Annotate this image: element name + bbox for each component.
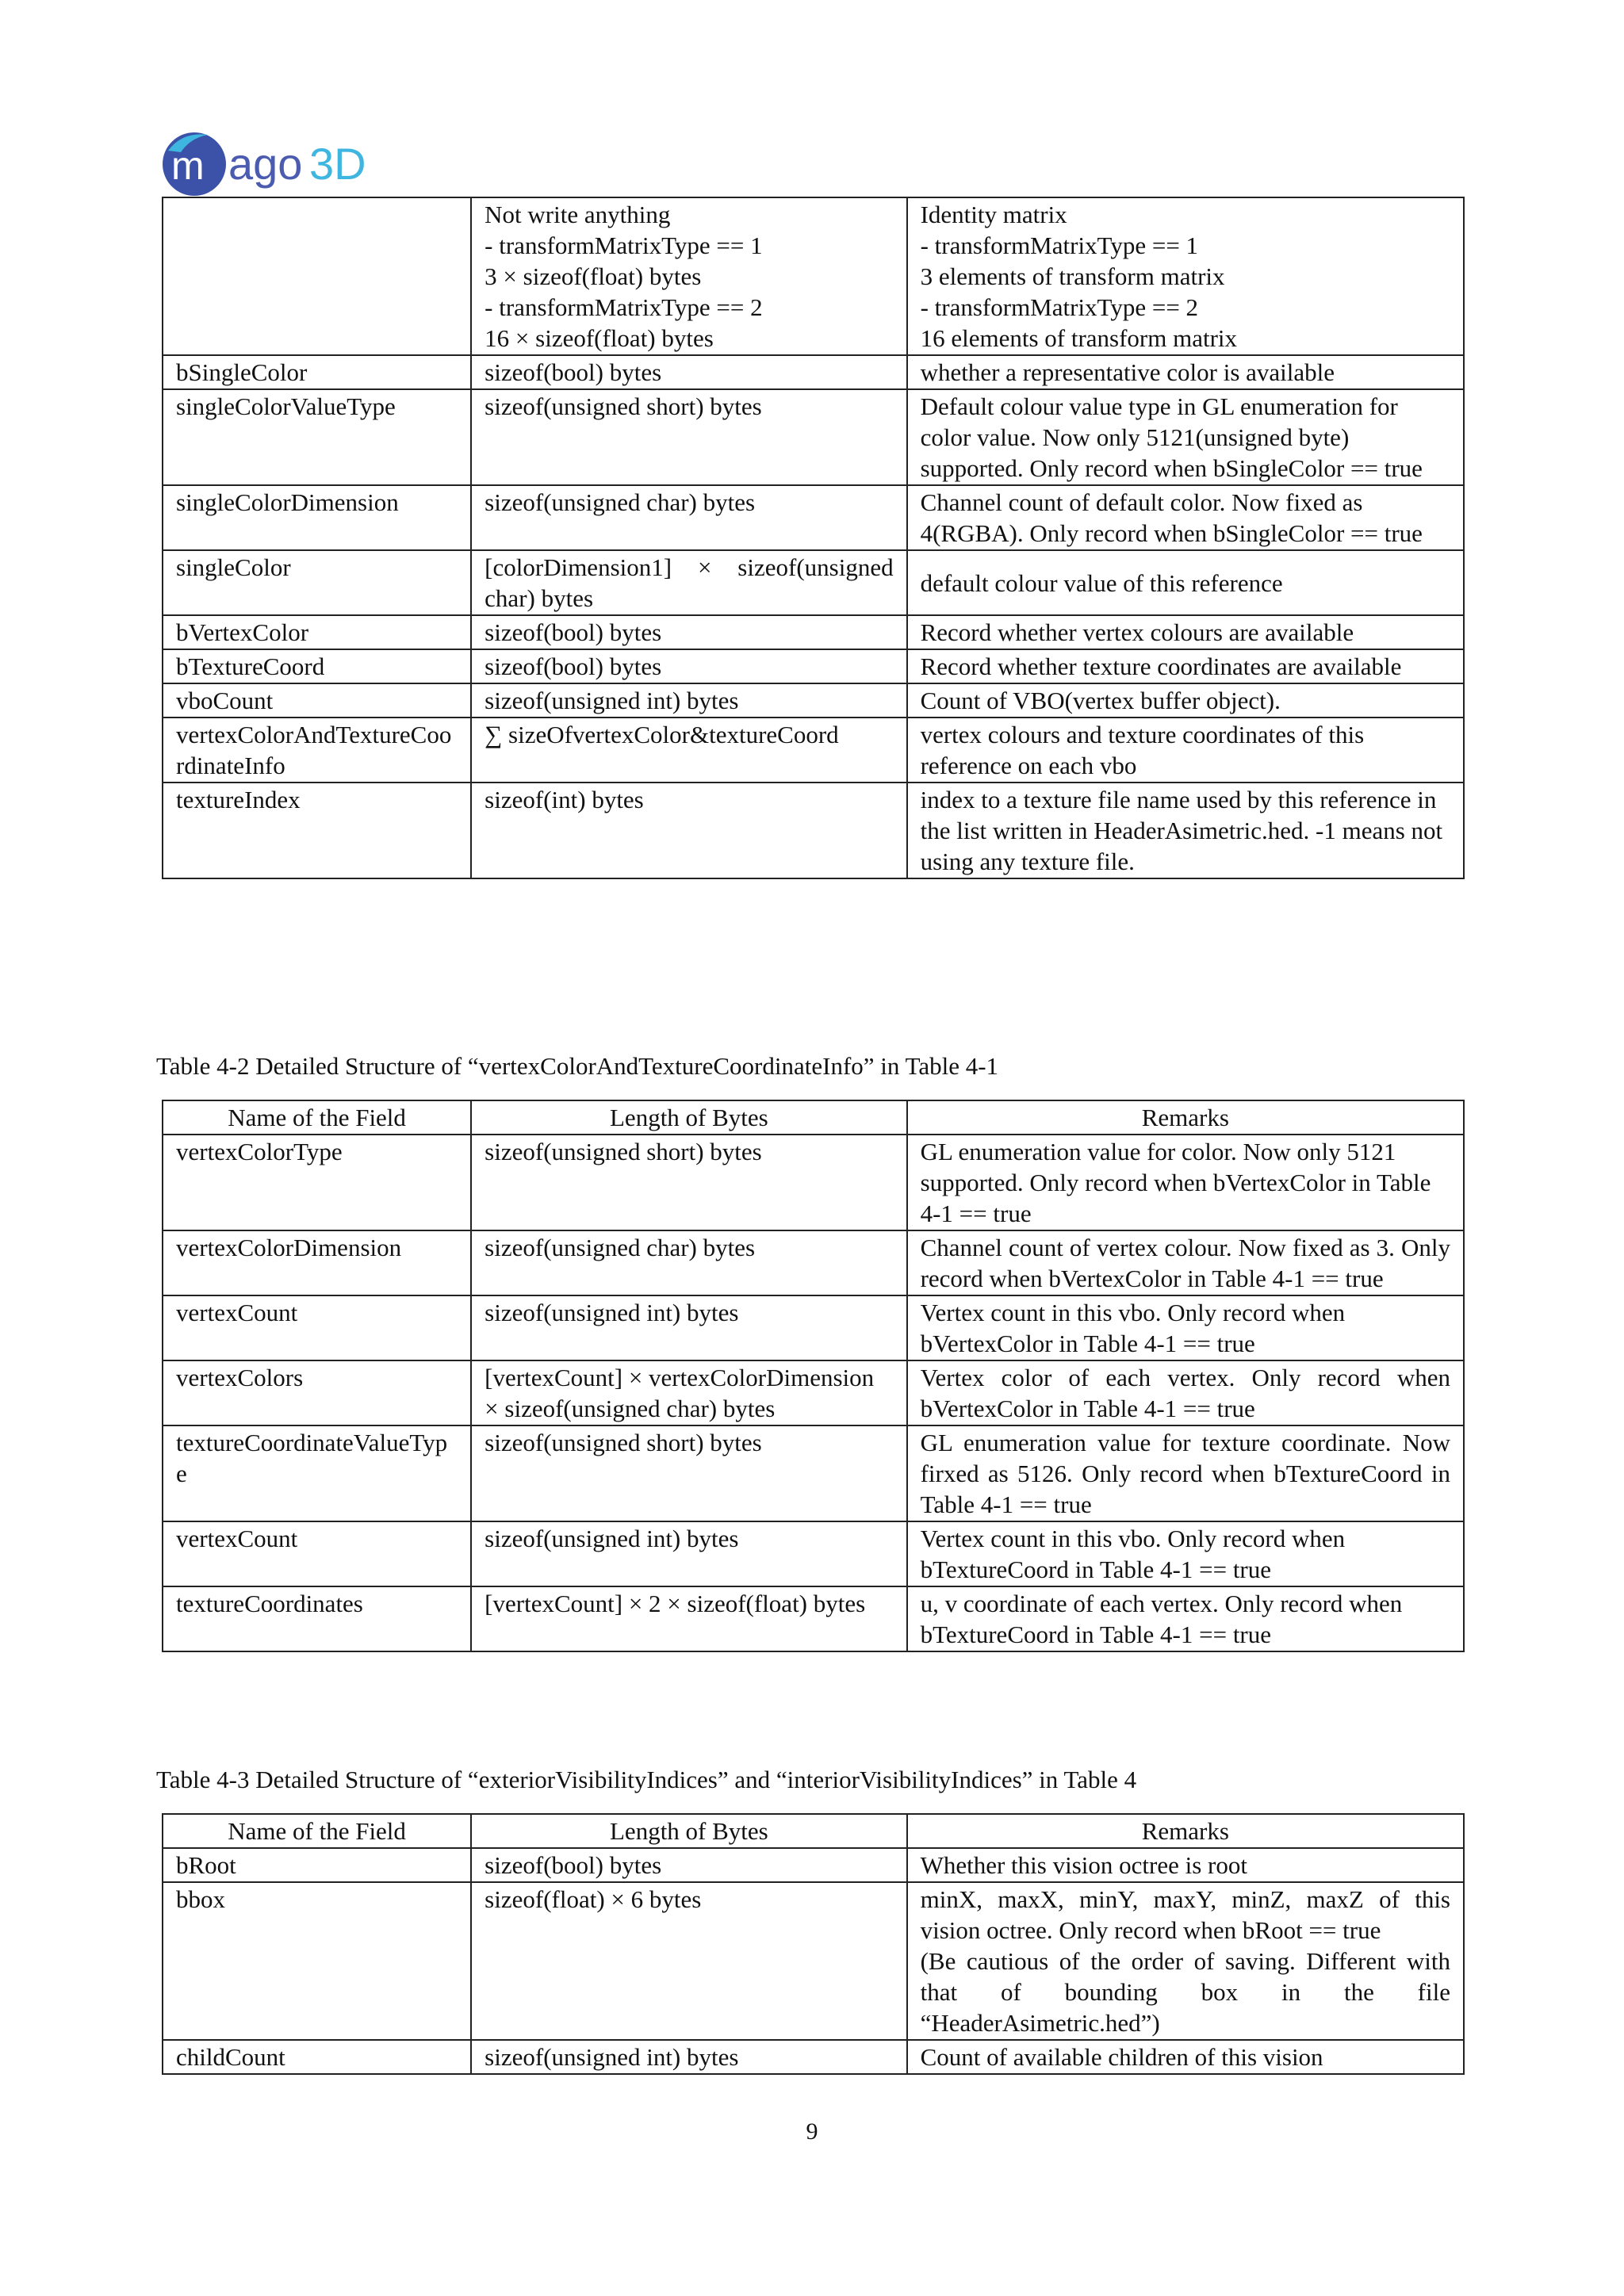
cell-name: vertexColorDimension (163, 1230, 471, 1295)
cell-length: [vertexCount] × vertexColorDimension × sizeof(unsigned char) bytes (471, 1360, 906, 1425)
cell-remarks: vertex colours and texture coordinates of this reference on each vbo (907, 718, 1464, 783)
cell-name (163, 197, 471, 355)
header-length: Length of Bytes (471, 1814, 906, 1848)
cell-remarks: Channel count of default color. Now fixed as 4(RGBA). Only record when bSingleColor == true (907, 485, 1464, 550)
cell-length: sizeof(unsigned int) bytes (471, 683, 906, 718)
cell-remarks: GL enumeration value for color. Now only 5121 supported. Only record when bVertexColor in Table 4-1 == true (907, 1135, 1464, 1230)
cell-name: vertexColorType (163, 1135, 471, 1230)
table-row (163, 1135, 1464, 1230)
cell-name: vboCount (163, 683, 471, 718)
table-4-3 (162, 1813, 1465, 2075)
cell-name: singleColor (163, 550, 471, 615)
cell-remarks: Default colour value type in GL enumeration for color value. Now only 5121(unsigned byte) supported. Only record when bSingleColor == true (907, 389, 1464, 485)
cell-remarks: Count of VBO(vertex buffer object). (907, 683, 1464, 718)
cell-length: sizeof(unsigned short) bytes (471, 1425, 906, 1521)
cell-remarks: Record whether texture coordinates are available (907, 649, 1464, 683)
cell-name: vertexCount (163, 1295, 471, 1360)
cell-name: singleColorValueType (163, 389, 471, 485)
cell-length: sizeof(bool) bytes (471, 649, 906, 683)
header-length: Length of Bytes (471, 1100, 906, 1135)
remarks-paragraph: (Be cautious of the order of saving. Different with that of bounding box in the file “HeaderAsimetric.hed”) (920, 1947, 1450, 2037)
cell-remarks: u, v coordinate of each vertex. Only record when bTextureCoord in Table 4-1 == true (907, 1586, 1464, 1651)
cell-remarks: Vertex count in this vbo. Only record when bVertexColor in Table 4-1 == true (907, 1295, 1464, 1360)
remarks-paragraph: minX, maxX, minY, maxY, minZ, maxZ of this vision octree. Only record when bRoot == true (920, 1885, 1450, 1944)
cell-length: sizeof(bool) bytes (471, 355, 906, 389)
table-4-1-continued (162, 197, 1465, 879)
cell-length: [colorDimension1] × sizeof(unsigned char) bytes (471, 550, 906, 615)
table-row (163, 1882, 1464, 2040)
table-row (163, 1425, 1464, 1521)
cell-remarks: Vertex color of each vertex. Only record when bVertexColor in Table 4-1 == true (907, 1360, 1464, 1425)
cell-remarks: Channel count of vertex colour. Now fixed as 3. Only record when bVertexColor in Table 4-1 == true (907, 1230, 1464, 1295)
cell-remarks: Record whether vertex colours are available (907, 615, 1464, 649)
cell-name: singleColorDimension (163, 485, 471, 550)
cell-remarks: Whether this vision octree is root (907, 1848, 1464, 1882)
cell-length: sizeof(bool) bytes (471, 615, 906, 649)
cell-length: sizeof(bool) bytes (471, 1848, 906, 1882)
table-row (163, 1360, 1464, 1425)
cell-remarks: index to a texture file name used by this reference in the list written in HeaderAsimetric.hed. -1 means not using any texture file. (907, 783, 1464, 878)
table-row (163, 1295, 1464, 1360)
cell-remarks: Vertex count in this vbo. Only record when bTextureCoord in Table 4-1 == true (907, 1521, 1464, 1586)
header-remarks: Remarks (907, 1100, 1464, 1135)
cell-name: bSingleColor (163, 355, 471, 389)
table-row (163, 197, 1464, 355)
cell-remarks (907, 1882, 1464, 2040)
table-row (163, 1230, 1464, 1295)
table-row (163, 1521, 1464, 1586)
header-remarks: Remarks (907, 1814, 1464, 1848)
cell-length: sizeof(unsigned short) bytes (471, 1135, 906, 1230)
cell-length: Not write anything - transformMatrixType == 1 3 × sizeof(float) bytes - transformMatrixType == 2 16 × sizeof(float) bytes (471, 197, 906, 355)
table-row (163, 389, 1464, 485)
cell-name: bbox (163, 1882, 471, 2040)
cell-length: sizeof(float) × 6 bytes (471, 1882, 906, 2040)
cell-name: bTextureCoord (163, 649, 471, 683)
table-row (163, 355, 1464, 389)
table-row (163, 1848, 1464, 1882)
table-4-3-caption: Table 4-3 Detailed Structure of “exteriorVisibilityIndices” and “interiorVisibilityIndices” in Table 4 (156, 1766, 1137, 1793)
header-name: Name of the Field (163, 1100, 471, 1135)
cell-length: sizeof(unsigned int) bytes (471, 1295, 906, 1360)
table-row (163, 485, 1464, 550)
cell-name: vertexCount (163, 1521, 471, 1586)
table-row (163, 2040, 1464, 2074)
table-row (163, 783, 1464, 878)
cell-name: vertexColors (163, 1360, 471, 1425)
table-4-2-caption: Table 4-2 Detailed Structure of “vertexColorAndTextureCoordinateInfo” in Table 4-1 (156, 1052, 999, 1080)
mago3d-logo (159, 127, 420, 198)
header-name: Name of the Field (163, 1814, 471, 1848)
svg-text:3D: 3D (309, 139, 366, 189)
cell-length: ∑ sizeOfvertexColor&textureCoord (471, 718, 906, 783)
cell-name: childCount (163, 2040, 471, 2074)
table-row (163, 615, 1464, 649)
logo-graphic (159, 127, 420, 198)
cell-length: [vertexCount] × 2 × sizeof(float) bytes (471, 1586, 906, 1651)
cell-name: vertexColorAndTextureCoordinateInfo (163, 718, 471, 783)
cell-length: sizeof(unsigned int) bytes (471, 2040, 906, 2074)
table-row (163, 550, 1464, 615)
cell-length: sizeof(unsigned int) bytes (471, 1521, 906, 1586)
table-row (163, 649, 1464, 683)
cell-name: bVertexColor (163, 615, 471, 649)
cell-length: sizeof(unsigned char) bytes (471, 1230, 906, 1295)
table-header-row (163, 1100, 1464, 1135)
cell-length: sizeof(int) bytes (471, 783, 906, 878)
cell-name: bRoot (163, 1848, 471, 1882)
page-number: 9 (806, 2118, 818, 2145)
table-row (163, 1586, 1464, 1651)
cell-length: sizeof(unsigned char) bytes (471, 485, 906, 550)
cell-name: textureIndex (163, 783, 471, 878)
cell-remarks: Count of available children of this vision (907, 2040, 1464, 2074)
cell-name: textureCoordinateValueType (163, 1425, 471, 1521)
table-row (163, 683, 1464, 718)
cell-remarks: whether a representative color is available (907, 355, 1464, 389)
cell-remarks: default colour value of this reference (907, 550, 1464, 615)
svg-text:ago: ago (228, 139, 303, 189)
cell-remarks: Identity matrix - transformMatrixType == 1 3 elements of transform matrix - transformMatrixType == 2 16 elements of transform matrix (907, 197, 1464, 355)
table-4-2 (162, 1100, 1465, 1652)
cell-name: textureCoordinates (163, 1586, 471, 1651)
table-row (163, 718, 1464, 783)
cell-remarks: GL enumeration value for texture coordinate. Now firxed as 5126. Only record when bTextureCoord in Table 4-1 == true (907, 1425, 1464, 1521)
svg-text:m: m (171, 144, 205, 188)
table-header-row (163, 1814, 1464, 1848)
cell-length: sizeof(unsigned short) bytes (471, 389, 906, 485)
